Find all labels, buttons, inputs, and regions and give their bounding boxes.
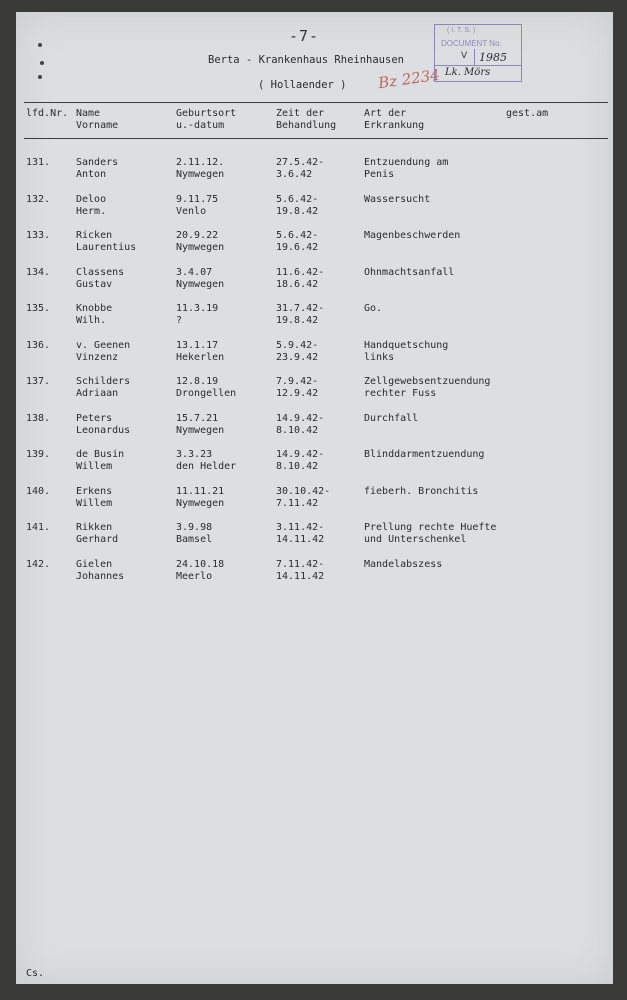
row-treatment-von: 5.9.42- <box>276 339 319 351</box>
row-name-vorname: Anton <box>76 169 107 180</box>
punch-mark <box>38 43 42 47</box>
row-illness-erkrankung1: fieberh. Bronchitis <box>364 485 479 497</box>
row-number <box>26 340 50 352</box>
row-birth-gebdatum: 11.3.19 <box>176 303 219 314</box>
row-name-name: de Busin <box>76 449 125 460</box>
row-name-vorname: Willem <box>76 497 113 509</box>
row-number-nr: 133. <box>26 230 51 241</box>
row-illness <box>364 449 484 461</box>
table-header <box>16 108 613 136</box>
row-birth <box>176 230 224 254</box>
row-name-vorname: Wilh. <box>76 315 107 326</box>
footer-initials: Cs. <box>26 968 45 979</box>
row-treatment-bis: 7.11.42 <box>276 497 319 509</box>
row-birth <box>176 194 218 218</box>
row-birth <box>176 376 236 400</box>
row-illness <box>364 303 382 315</box>
handwritten-note: Bz 2234 <box>377 65 441 93</box>
row-illness-erkrankung1: Zellgewebsentzuendung <box>364 376 491 387</box>
row-birth-gebort: Bamsel <box>176 534 213 545</box>
row-illness <box>364 267 454 279</box>
row-treatment <box>276 449 324 473</box>
row-treatment <box>276 157 324 181</box>
row-treatment <box>276 376 318 400</box>
row-birth-gebdatum: 24.10.18 <box>176 558 225 570</box>
row-treatment-von: 14.9.42- <box>276 449 325 460</box>
stamp-location: Lk. Mörs <box>445 67 491 78</box>
row-illness-erkrankung1: Ohnmachtsanfall <box>364 266 455 278</box>
row-name-vorname: Herm. <box>76 205 107 217</box>
header-nr: lfd.Nr. <box>26 108 69 119</box>
table-row <box>16 486 613 514</box>
row-birth-gebdatum: 3.9.98 <box>176 522 213 533</box>
row-birth-gebdatum: 15.7.21 <box>176 412 219 424</box>
row-name-name: Schilders <box>76 376 131 387</box>
row-birth-gebort: Nymwegen <box>176 169 225 180</box>
row-number-nr: 137. <box>26 376 51 387</box>
page-number: -7- <box>289 27 320 45</box>
row-illness-erkrankung1: Durchfall <box>364 412 419 424</box>
row-number-nr: 134. <box>26 266 51 278</box>
row-illness-erkrankung2: und Unterschenkel <box>364 534 467 545</box>
document-subtitle: ( Hollaender ) <box>258 79 347 91</box>
row-treatment-von: 7.11.42- <box>276 558 325 570</box>
row-birth <box>176 413 224 437</box>
row-birth-gebort: ? <box>176 315 183 326</box>
row-treatment-bis: 19.8.42 <box>276 205 319 217</box>
row-illness <box>364 230 460 242</box>
row-treatment-von: 14.9.42- <box>276 412 325 424</box>
table-row <box>16 194 613 222</box>
row-number <box>26 267 50 279</box>
row-number-nr: 136. <box>26 339 51 351</box>
row-name <box>76 486 112 510</box>
header-died: gest.am <box>506 108 549 119</box>
row-birth <box>176 340 224 364</box>
row-treatment <box>276 303 324 327</box>
row-treatment-bis: 19.6.42 <box>276 242 319 253</box>
punch-mark <box>38 75 42 79</box>
row-number <box>26 303 50 315</box>
table-row <box>16 230 613 258</box>
row-number-nr: 141. <box>26 522 51 533</box>
row-name <box>76 157 118 181</box>
row-name-vorname: Vinzenz <box>76 351 119 363</box>
document-page <box>16 12 613 984</box>
row-illness-erkrankung1: Go. <box>364 303 383 314</box>
row-treatment <box>276 230 318 254</box>
row-name-name: Erkens <box>76 485 113 497</box>
row-name <box>76 303 112 327</box>
row-illness <box>364 194 430 206</box>
row-name <box>76 559 124 583</box>
row-number-nr: 140. <box>26 485 51 497</box>
row-birth <box>176 559 224 583</box>
row-number-nr: 139. <box>26 449 51 460</box>
stamp-year: 1985 <box>479 51 507 64</box>
row-name-vorname: Willem <box>76 461 113 472</box>
row-name <box>76 376 130 400</box>
row-illness-erkrankung1: Wassersucht <box>364 193 431 205</box>
row-name <box>76 230 136 254</box>
document-stamp <box>434 24 522 82</box>
row-name-vorname: Gerhard <box>76 534 119 545</box>
row-name-vorname: Adriaan <box>76 388 119 399</box>
row-birth <box>176 449 236 473</box>
row-treatment-von: 11.6.42- <box>276 266 325 278</box>
row-treatment-bis: 18.6.42 <box>276 278 319 290</box>
row-number <box>26 413 50 425</box>
row-birth-gebdatum: 11.11.21 <box>176 485 225 497</box>
row-birth-gebdatum: 12.8.19 <box>176 376 219 387</box>
row-illness <box>364 376 490 400</box>
row-treatment-von: 5.6.42- <box>276 193 319 205</box>
row-treatment <box>276 522 324 546</box>
row-birth-gebdatum: 2.11.12. <box>176 157 225 168</box>
row-illness <box>364 157 448 181</box>
row-illness-erkrankung1: Handquetschung <box>364 339 449 351</box>
row-treatment-von: 27.5.42- <box>276 157 325 168</box>
row-number-nr: 138. <box>26 412 51 424</box>
punch-mark <box>40 61 44 65</box>
row-treatment-von: 31.7.42- <box>276 303 325 314</box>
row-number <box>26 486 50 498</box>
row-number <box>26 522 50 534</box>
row-birth-gebort: Meerlo <box>176 570 213 582</box>
row-treatment-bis: 3.6.42 <box>276 169 313 180</box>
row-treatment-bis: 23.9.42 <box>276 351 319 363</box>
table-row <box>16 413 613 441</box>
row-birth-gebort: Hekerlen <box>176 351 225 363</box>
row-treatment <box>276 486 330 510</box>
header-name: Name Vorname <box>76 108 119 131</box>
table-row <box>16 267 613 295</box>
row-illness <box>364 522 496 546</box>
row-birth <box>176 486 224 510</box>
row-treatment-von: 5.6.42- <box>276 230 319 241</box>
row-birth <box>176 303 218 327</box>
header-rule-bottom <box>24 138 608 139</box>
stamp-line2: DOCUMENT No. <box>441 39 502 48</box>
row-illness-erkrankung1: Magenbeschwerden <box>364 230 461 241</box>
row-treatment-bis: 12.9.42 <box>276 388 319 399</box>
row-name-vorname: Gustav <box>76 278 113 290</box>
row-treatment-bis: 14.11.42 <box>276 534 325 545</box>
row-number-nr: 142. <box>26 558 51 570</box>
row-name-name: Ricken <box>76 230 113 241</box>
row-illness-erkrankung1: Mandelabszess <box>364 558 443 570</box>
header-illness: Art der Erkrankung <box>364 108 425 131</box>
row-birth-gebort: Nymwegen <box>176 242 225 253</box>
row-name <box>76 413 130 437</box>
row-name <box>76 522 118 546</box>
row-illness-erkrankung1: Entzuendung am <box>364 157 449 168</box>
document-title: Berta - Krankenhaus Rheinhausen <box>208 54 404 66</box>
row-illness-erkrankung1: Prellung rechte Huefte <box>364 522 497 533</box>
table-row <box>16 449 613 477</box>
header-treatment-time: Zeit der Behandlung <box>276 108 337 131</box>
row-name-vorname: Leonardus <box>76 424 131 436</box>
row-name-name: Rikken <box>76 522 113 533</box>
row-name-vorname: Laurentius <box>76 242 137 253</box>
row-birth-gebort: Venlo <box>176 205 207 217</box>
row-treatment-bis: 8.10.42 <box>276 461 319 472</box>
row-name <box>76 340 130 364</box>
row-treatment <box>276 340 318 364</box>
row-birth-gebort: Nymwegen <box>176 424 225 436</box>
row-birth <box>176 267 224 291</box>
row-number <box>26 449 50 461</box>
row-illness-erkrankung2: Penis <box>364 169 395 180</box>
row-treatment-von: 7.9.42- <box>276 376 319 387</box>
row-treatment <box>276 559 324 583</box>
header-birth: Geburtsort u.-datum <box>176 108 237 131</box>
header-rule-top <box>24 102 608 103</box>
row-name-vorname: Johannes <box>76 570 125 582</box>
row-treatment-von: 3.11.42- <box>276 522 325 533</box>
row-name-name: Classens <box>76 266 125 278</box>
table-row <box>16 157 613 185</box>
row-illness-erkrankung1: Blinddarmentzuendung <box>364 449 485 460</box>
stamp-number: V <box>461 51 468 61</box>
row-birth-gebdatum: 20.9.22 <box>176 230 219 241</box>
row-name-name: Deloo <box>76 193 107 205</box>
table-row <box>16 340 613 368</box>
row-treatment-von: 30.10.42- <box>276 485 331 497</box>
row-birth <box>176 157 224 181</box>
row-illness <box>364 486 478 498</box>
row-birth <box>176 522 212 546</box>
row-birth-gebdatum: 3.4.07 <box>176 266 213 278</box>
row-name-name: Gielen <box>76 558 113 570</box>
row-treatment-bis: 8.10.42 <box>276 424 319 436</box>
row-number <box>26 194 50 206</box>
row-number-nr: 135. <box>26 303 51 314</box>
row-name-name: Sanders <box>76 157 119 168</box>
row-illness-erkrankung2: links <box>364 351 395 363</box>
row-illness <box>364 340 448 364</box>
row-name <box>76 194 106 218</box>
row-name <box>76 449 124 473</box>
row-number <box>26 376 50 388</box>
row-name-name: v. Geenen <box>76 339 131 351</box>
row-treatment <box>276 413 324 437</box>
row-illness <box>364 413 418 425</box>
row-number <box>26 559 50 571</box>
row-number <box>26 230 50 242</box>
stamp-line1: ( I. T. S. ) <box>447 27 476 34</box>
table-row <box>16 376 613 404</box>
row-treatment <box>276 267 324 291</box>
row-treatment <box>276 194 318 218</box>
row-number <box>26 157 50 169</box>
table-row <box>16 559 613 587</box>
row-name-name: Knobbe <box>76 303 113 314</box>
table-row <box>16 303 613 331</box>
row-birth-gebort: Drongellen <box>176 388 237 399</box>
row-illness <box>364 559 442 571</box>
row-number-nr: 131. <box>26 157 51 168</box>
row-illness-erkrankung2: rechter Fuss <box>364 388 437 399</box>
row-name <box>76 267 124 291</box>
row-name-name: Peters <box>76 412 113 424</box>
table-row <box>16 522 613 550</box>
row-birth-gebdatum: 9.11.75 <box>176 193 219 205</box>
row-birth-gebdatum: 3.3.23 <box>176 449 213 460</box>
row-treatment-bis: 19.8.42 <box>276 315 319 326</box>
row-birth-gebort: Nymwegen <box>176 497 225 509</box>
row-number-nr: 132. <box>26 193 51 205</box>
row-birth-gebdatum: 13.1.17 <box>176 339 219 351</box>
row-birth-gebort: den Helder <box>176 461 237 472</box>
row-treatment-bis: 14.11.42 <box>276 570 325 582</box>
row-birth-gebort: Nymwegen <box>176 278 225 290</box>
